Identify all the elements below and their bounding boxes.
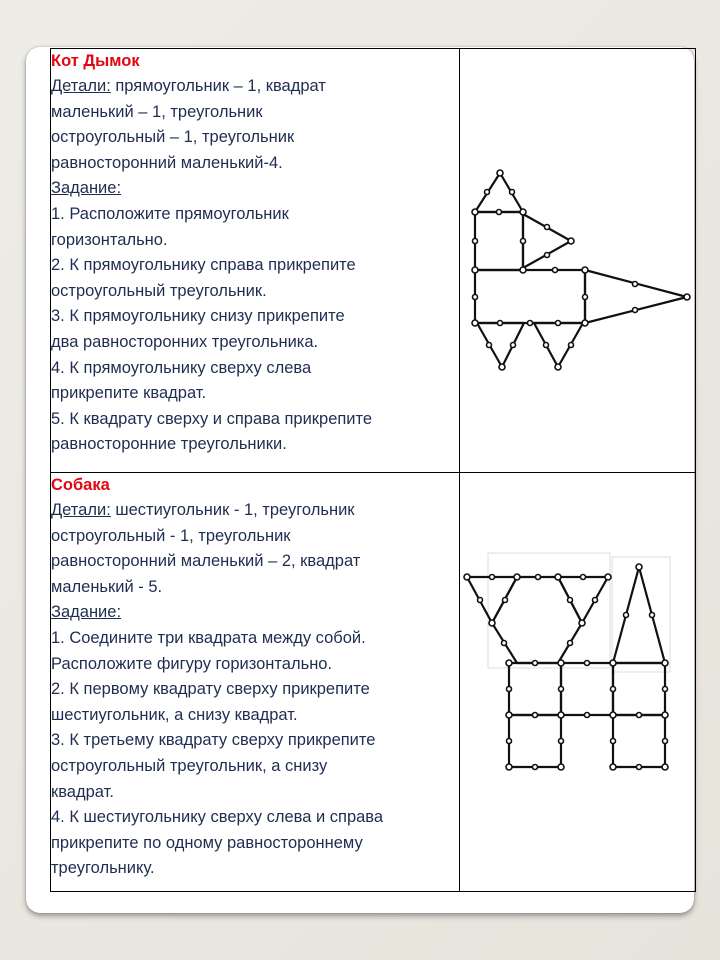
dog-details-line: остроугольный - 1, треугольник [51,526,291,545]
cat-task-line: 3. К прямоугольнику снизу прикрепите [51,307,345,326]
cat-side-triangle [523,214,571,268]
cat-figure [460,49,695,472]
dog-puzzle-knobs [464,564,668,770]
cat-details-line: маленький – 1, треугольник [51,102,263,121]
cat-leg-triangle [534,323,583,367]
dog-leg-square [509,715,561,767]
dog-figure-cell [460,473,696,892]
dog-details-line: Детали: шестиугольник - 1, треугольник [51,501,355,519]
cat-task-line: прикрепите квадрат. [51,384,207,403]
cat-ear-triangle [475,173,523,212]
cat-details-line: равносторонний маленький-4. [51,153,283,172]
cat-tail-triangle [585,270,687,323]
cat-task-line: 5. К квадрату сверху и справа прикрепите [51,409,373,428]
dog-leg-square [613,715,665,767]
dog-square [613,663,665,715]
dog-task-line: шестиугольник, а снизу квадрат. [51,705,298,724]
cat-task-line: остроугольный треугольник. [51,281,267,300]
dog-task-line: 2. К первому квадрату сверху прикрепите [51,680,370,699]
dog-task-line: 1. Соедините три квадрата между собой. [51,628,366,647]
cat-leg-triangle [477,323,524,367]
dog-details-line: равносторонний маленький – 2, квадрат [51,552,361,571]
cat-task-line: 1. Расположите прямоугольник [51,204,289,223]
dog-ear-triangle [558,577,608,623]
dog-task-line: 3. К третьему квадрату сверху прикрепите [51,731,376,750]
cat-title: Кот Дымок [51,52,140,70]
instructions-table [50,48,696,892]
dog-ear-triangle [467,577,517,623]
dog-title: Собака [51,476,110,494]
dog-task-line: Расположите фигуру горизонтально. [51,654,333,673]
cat-details-line: Детали: прямоугольник – 1, квадрат [51,77,326,95]
dog-figure [460,473,695,891]
dog-task-line: треугольнику. [51,859,155,878]
dog-task-line: квадрат. [51,782,114,801]
cat-task-line: два равносторонних треугольника. [51,332,319,351]
dog-ghost-outline [488,553,610,668]
dog-task-line: остроугольный треугольник, а снизу [51,756,328,775]
cat-details-label: Детали: [51,77,111,95]
cat-figure-cell [460,49,696,473]
cat-task-line: 2. К прямоугольнику справа прикрепите [51,256,356,275]
dog-task-line: прикрепите по одному равностороннему [51,833,363,852]
cat-task-line: 4. К прямоугольнику сверху слева [51,358,312,377]
cat-text-cell [51,49,460,473]
cat-task-label: Задание: [51,179,122,198]
dog-tail-triangle [613,567,665,663]
cat-row [51,49,696,473]
dog-text-cell [51,473,460,892]
dog-head-hexagon [492,577,582,663]
dog-square [509,663,561,715]
dog-square [561,663,613,715]
dog-details-line: маленький - 5. [51,577,163,596]
dog-details-label: Детали: [51,501,111,519]
cat-details-line: остроугольный – 1, треугольник [51,128,295,147]
dog-task-label: Задание: [51,603,122,622]
cat-body-rectangle [475,270,585,323]
cat-task-line: равносторонние треугольники. [51,435,287,454]
dog-puzzle-drawing [464,553,670,770]
cat-head-square [475,212,523,270]
cat-task-line: горизонтально. [51,230,168,249]
dog-task-line: 4. К шестиугольнику сверху слева и справа [51,808,384,827]
cat-puzzle-drawing [472,170,690,370]
dog-row [51,473,696,892]
